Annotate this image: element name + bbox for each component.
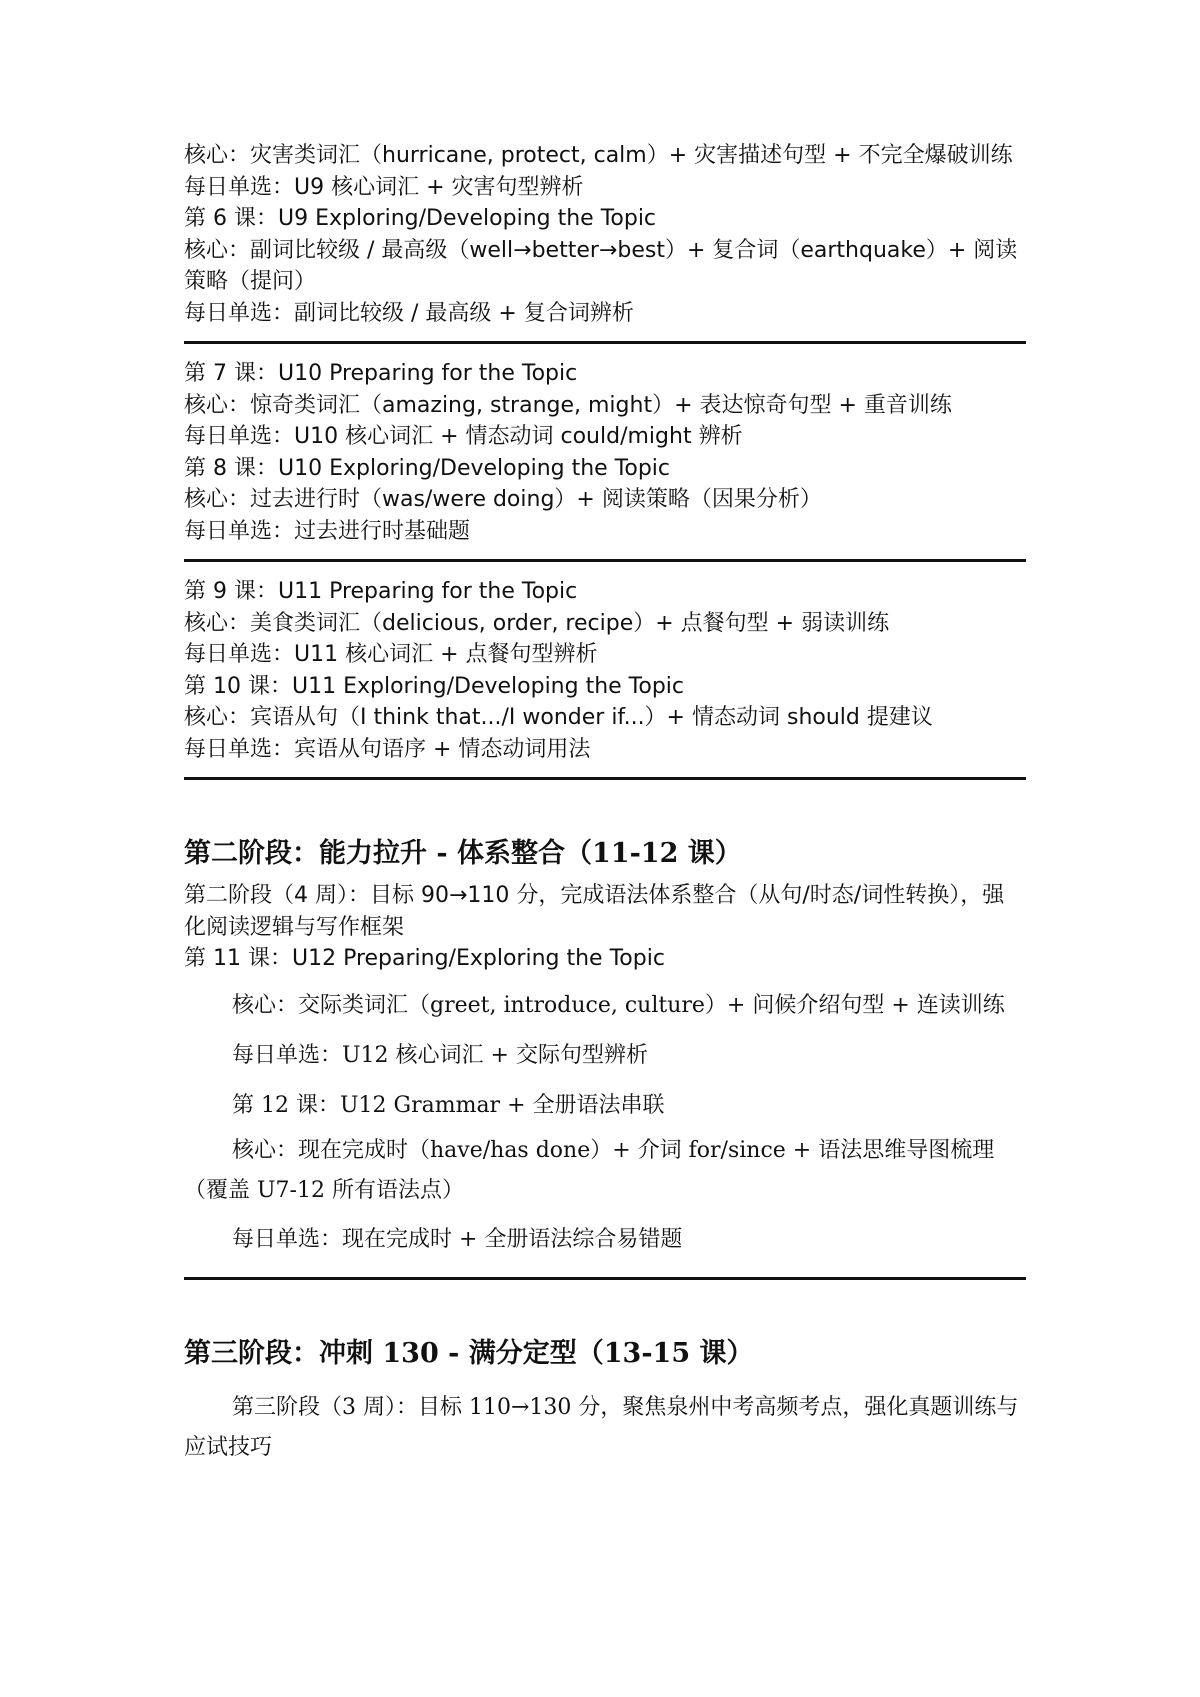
divider — [184, 777, 1026, 780]
text-line: 核心：美食类词汇（delicious, order, recipe）+ 点餐句型 + 弱读训练 — [184, 610, 890, 636]
divider — [184, 341, 1026, 344]
text-line: 每日单选：副词比较级 / 最高级 + 复合词辨析 — [184, 300, 634, 326]
lesson-12-daily: 每日单选：现在完成时 + 全册语法综合易错题 — [232, 1226, 683, 1252]
text-line: 核心：副词比较级 / 最高级（well→better→best）+ 复合词（earthquake）+ 阅读策略（提问） — [184, 237, 1018, 294]
text-line: 第 7 课：U10 Preparing for the Topic — [184, 361, 578, 386]
text-line: 第 10 课：U11 Exploring/Developing the Topic — [184, 673, 685, 699]
text-line: 核心：灾害类词汇（hurricane, protect, calm）+ 灾害描述句型 + 不完全爆破训练 — [184, 143, 1013, 168]
stage2-heading: 第二阶段：能力拉升 - 体系整合（11-12 课） — [184, 838, 742, 869]
text-line: 每日单选：U11 核心词汇 + 点餐句型辨析 — [184, 642, 598, 667]
text-line: 第 9 课：U11 Preparing for the Topic — [184, 579, 578, 604]
text-line: 第 6 课：U9 Exploring/Developing the Topic — [184, 206, 657, 231]
text-line: 每日单选：过去进行时基础题 — [184, 518, 471, 544]
text-line: 第 12 课：U12 Grammar + 全册语法串联 — [232, 1092, 665, 1118]
text-line: 核心：惊奇类词汇（amazing, strange, might）+ 表达惊奇句型 + 重音训练 — [184, 392, 952, 418]
text-line: 核心：宾语从句（I think that.../I wonder if...）+ 情态动词 should 提建议 — [184, 705, 933, 730]
stage2-intro: 第二阶段（4 周）：目标 90→110 分，完成语法体系整合（从句/时态/词性转换），强化阅读逻辑与写作框架 — [184, 883, 1005, 940]
text-line: 每日单选：宾语从句语序 + 情态动词用法 — [184, 736, 591, 762]
text-line: 核心：交际类词汇（greet, introduce, culture）+ 问候介绍句型 + 连读训练 — [232, 992, 1005, 1018]
lesson-block-5-6 — [184, 140, 1026, 329]
lesson-11-title: 第 11 课：U12 Preparing/Exploring the Topic — [184, 946, 665, 971]
text-line: 第 8 课：U10 Exploring/Developing the Topic — [184, 455, 671, 481]
lesson-block-7-8 — [184, 358, 1026, 547]
divider — [184, 1277, 1026, 1280]
text-line: 核心：过去进行时（was/were doing）+ 阅读策略（因果分析） — [184, 487, 822, 512]
stage3-heading: 第三阶段：冲刺 130 - 满分定型（13-15 课） — [184, 1337, 754, 1369]
stage3-intro: 第三阶段（3 周）：目标 110→130 分，聚焦泉州中考高频考点，强化真题训练与应试技巧 — [184, 1394, 1019, 1460]
lesson-12-core: 核心：现在完成时（have/has done）+ 介词 for/since + 语法思维导图梳理（覆盖 U7-12 所有语法点） — [184, 1137, 995, 1203]
text-line: 每日单选：U9 核心词汇 + 灾害句型辨析 — [184, 174, 584, 200]
text-line: 每日单选：U10 核心词汇 + 情态动词 could/might 辨析 — [184, 424, 743, 449]
text-line: 每日单选：U12 核心词汇 + 交际句型辨析 — [232, 1042, 648, 1068]
divider — [184, 559, 1026, 562]
lesson-block-9-10 — [184, 576, 1026, 765]
document-page — [184, 140, 1026, 1468]
stage2-items — [184, 981, 1026, 1131]
